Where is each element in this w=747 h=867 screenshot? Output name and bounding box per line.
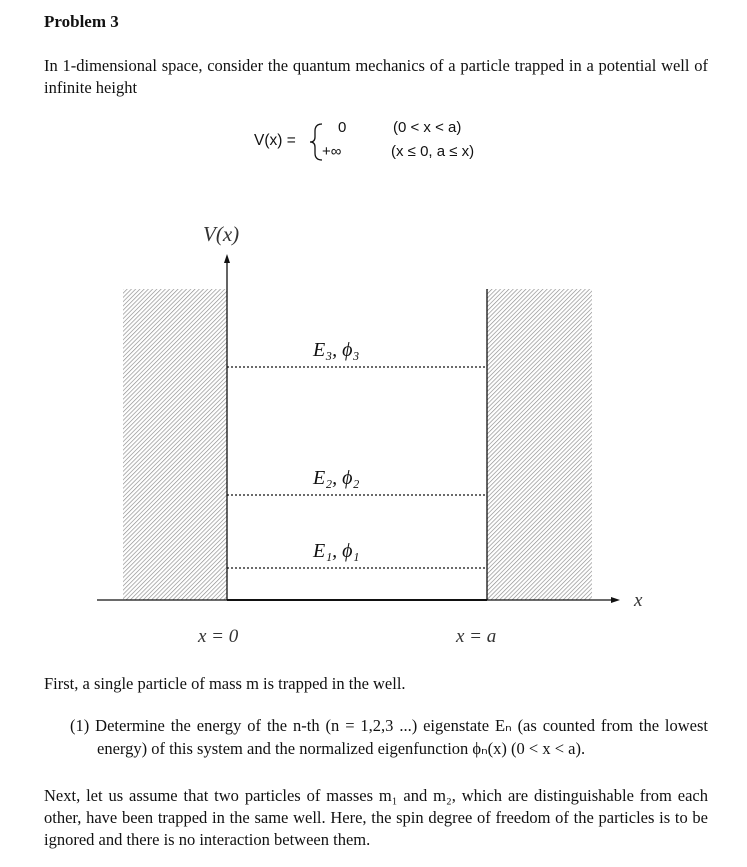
energy-level-label-3: E₃, ϕ₃	[313, 339, 360, 361]
question-1-number: (1)	[70, 716, 90, 735]
y-axis-arrow	[224, 254, 230, 263]
right-wall-label: x = a	[456, 626, 497, 647]
question-1	[70, 714, 708, 760]
single-particle-paragraph: First, a single particle of mass m is trapped in the well.	[44, 674, 406, 693]
potential-well-figure	[0, 212, 747, 662]
equation-case2-value: +∞	[322, 143, 342, 160]
two-particles-paragraph: Next, let us assume that two particles of masses m₁ and m₂, which are distinguishable from each other, have been trapped in the same well. Here, the spin degree of freedom of the particles is to be ignored and there is no interaction between them.	[44, 786, 708, 849]
right-wall-hatch	[487, 289, 592, 600]
intro-paragraph: In 1-dimensional space, consider the quantum mechanics of a particle trapped in a potential well of infinite height	[44, 56, 708, 97]
left-wall-label: x = 0	[198, 626, 239, 647]
problem-heading: Problem 3	[44, 12, 119, 31]
potential-equation	[0, 115, 747, 167]
energy-level-label-2: E₂, ϕ₂	[313, 467, 360, 489]
x-axis-arrow	[611, 597, 620, 603]
energy-level-label-1: E₁, ϕ₁	[313, 540, 360, 562]
question-1-text: Determine the energy of the n-th (n = 1,2,3 ...) eigenstate Eₙ (as counted from the lowest energy) of this system and the normalized eigenfunction ϕₙ(x) (0 < x < a).	[95, 716, 709, 758]
x-axis-label: x	[634, 590, 643, 611]
equation-case1-value: 0	[338, 119, 347, 136]
equation-lhs: V(x) =	[254, 132, 296, 149]
y-axis-label: V(x)	[203, 222, 240, 246]
equation-case1-condition: (0 < x < a)	[393, 119, 462, 136]
equation-case2-condition: (x ≤ 0, a ≤ x)	[391, 143, 475, 160]
left-wall-hatch	[123, 289, 227, 600]
equation-brace	[310, 124, 322, 160]
